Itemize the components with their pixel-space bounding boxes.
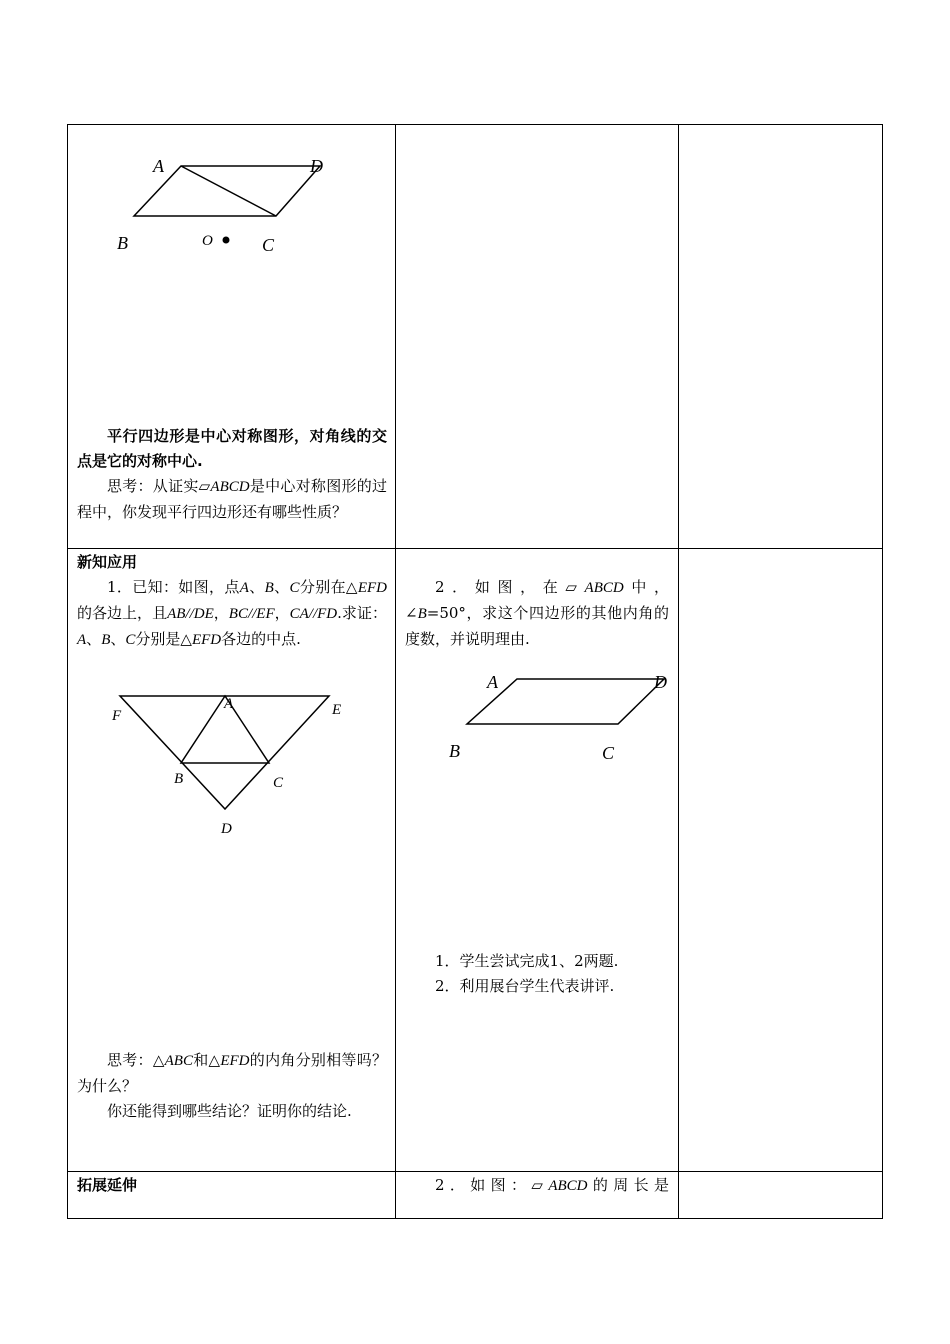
question-1-text: 1．已知：如图，点A、B、C分别在△EFD的各边上，且AB//DE，BC//EF，CA//FD.求证：A、B、C分别是△EFD各边的中点. — [77, 578, 387, 648]
parallelogram-symbol-icon: ▱ — [565, 578, 585, 596]
fig3-label-d: D — [654, 672, 667, 692]
step-1: 1．学生尝试完成1、2两题. — [435, 952, 619, 970]
fig3-label-b: B — [449, 741, 460, 761]
parallelogram-symbol-icon: ▱ — [531, 1176, 549, 1194]
think-question-2: 思考：△ABC和△EFD的内角分别相等吗？为什么？ — [77, 1051, 387, 1095]
extension-question-2: 2．如图：▱ABCD的周长是 — [435, 1176, 669, 1194]
think-question-3: 你还能得到哪些结论？证明你的结论. — [107, 1102, 352, 1120]
fig1-label-d: D — [310, 156, 323, 176]
section-heading-extension: 拓展延伸 — [77, 1176, 138, 1194]
fig3-label-c: C — [602, 743, 615, 763]
fig1-label-c: C — [262, 235, 275, 255]
fig2-label-d: D — [221, 821, 232, 837]
section-heading-new-knowledge: 新知应用 — [77, 553, 138, 571]
fig2-label-f: F — [112, 708, 122, 724]
parallelogram-symbol-icon: ▱ — [198, 477, 211, 495]
think-question-1: 思考：从证实▱ABCD是中心对称图形的过程中，你发现平行四边形还有哪些性质？ — [77, 477, 387, 521]
fig3-label-a: A — [487, 672, 498, 692]
step-2: 2．利用展台学生代表讲评. — [435, 977, 615, 995]
question-2-text: 2．如图，在▱ABCD中，∠B=50°，求这个四边形的其他内角的度数，并说明理由. — [405, 578, 669, 648]
fig2-label-a: A — [224, 696, 234, 712]
central-symmetry-statement: 平行四边形是中心对称图形，对角线的交点是它的对称中心. — [77, 427, 387, 470]
fig2-label-e: E — [332, 702, 342, 718]
fig1-label-a: A — [153, 156, 164, 176]
teaching-steps — [405, 949, 669, 999]
fig2-label-b: B — [174, 771, 184, 787]
fig2-label-c: C — [273, 775, 284, 791]
fig1-label-o: O — [202, 233, 213, 249]
fig1-label-b: B — [117, 233, 128, 253]
